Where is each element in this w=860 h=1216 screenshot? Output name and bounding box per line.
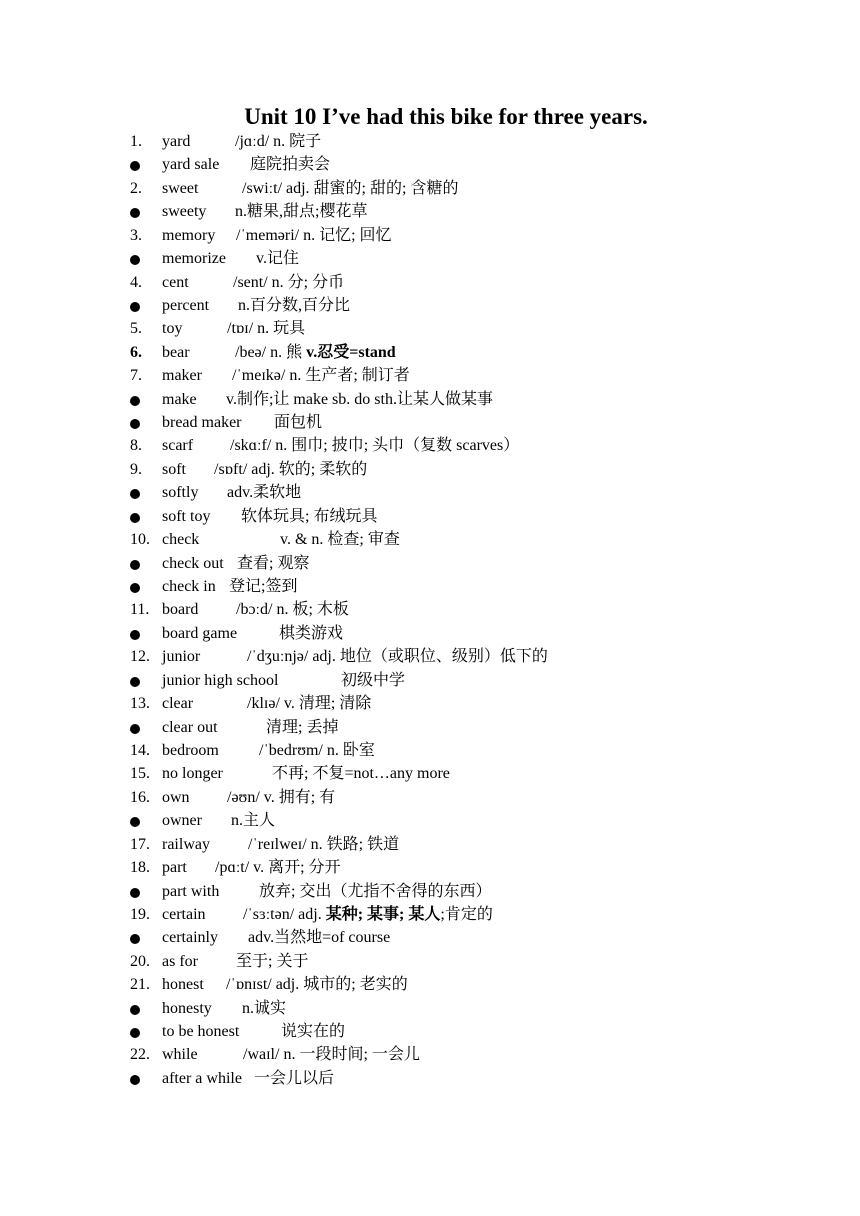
item-number: 22. [130, 1046, 150, 1064]
vocab-definition: /ˈɒnɪst/ adj. 城市的; 老实的 [226, 976, 408, 994]
vocab-row [0, 528, 860, 551]
vocab-definition: /əʊn/ v. 拥有; 有 [227, 788, 336, 806]
item-number: 4. [130, 273, 142, 291]
emphasized-meaning: v.忍受=stand [306, 343, 396, 361]
vocab-definition: 查看; 观察 [237, 554, 310, 572]
vocab-word: while [162, 1046, 198, 1064]
bullet-icon [130, 1020, 140, 1043]
vocab-row [0, 177, 860, 200]
bullet-icon [130, 880, 140, 903]
item-number: 5. [130, 320, 142, 338]
item-number: 12. [130, 648, 150, 666]
vocab-row [0, 1020, 860, 1043]
vocab-word: bedroom [162, 741, 219, 759]
vocab-definition: 初级中学 [341, 671, 406, 689]
vocab-row [0, 552, 860, 575]
vocab-definition: n.主人 [231, 812, 276, 830]
vocab-row [0, 997, 860, 1020]
vocab-row [0, 739, 860, 762]
vocab-definition: 至于; 关于 [236, 952, 309, 970]
bullet-icon [130, 481, 140, 504]
vocab-word: make [162, 390, 197, 408]
bullet-icon [130, 622, 140, 645]
vocab-row [0, 622, 860, 645]
bullet-icon [130, 247, 140, 270]
vocab-row [0, 317, 860, 340]
vocab-word: board [162, 601, 199, 619]
vocab-row [0, 1043, 860, 1066]
vocab-word: part [162, 859, 187, 877]
vocab-word: maker [162, 367, 202, 385]
vocab-word: scarf [162, 437, 194, 455]
vocab-word: honesty [162, 999, 212, 1017]
vocab-definition: /ˈdʒuːnjə/ adj. 地位（或职位、级别）低下的 [247, 648, 548, 666]
vocab-word: sweet [162, 179, 199, 197]
vocab-definition: /swiːt/ adj. 甜蜜的; 甜的; 含糖的 [242, 179, 459, 197]
item-number: 20. [130, 952, 150, 970]
vocab-definition: /skɑːf/ n. 围巾; 披巾; 头巾（复数 scarves） [230, 437, 520, 455]
vocab-row [0, 856, 860, 879]
vocab-row [0, 341, 860, 364]
vocab-definition: 登记;签到 [229, 578, 298, 596]
vocab-row [0, 247, 860, 270]
vocab-word: junior high school [162, 671, 279, 689]
vocab-definition: /tɒɪ/ n. 玩具 [227, 320, 306, 338]
vocab-word: yard [162, 133, 191, 150]
vocab-word: yard sale [162, 156, 220, 174]
vocab-row [0, 224, 860, 247]
vocab-row [0, 153, 860, 176]
vocab-word: own [162, 788, 190, 806]
bullet-icon [130, 575, 140, 598]
item-number: 9. [130, 460, 142, 478]
vocab-row [0, 575, 860, 598]
item-number: 18. [130, 859, 150, 877]
vocab-definition: adv.当然地=of course [248, 929, 391, 947]
vocab-word: soft toy [162, 507, 211, 525]
vocab-definition: 面包机 [274, 414, 323, 432]
vocab-definition: /jɑːd/ n. 院子 [235, 133, 322, 150]
vocab-word: bread maker [162, 414, 242, 432]
bullet-icon [130, 294, 140, 317]
vocab-row [0, 481, 860, 504]
bullet-icon [130, 997, 140, 1020]
vocab-row [0, 716, 860, 739]
vocab-row [0, 973, 860, 996]
vocab-definition: v.制作;让 make sb. do sth.让某人做某事 [226, 390, 493, 408]
vocab-row [0, 880, 860, 903]
vocab-word: check out [162, 554, 224, 572]
vocab-definition: 一会儿以后 [254, 1069, 335, 1087]
item-number: 3. [130, 226, 142, 244]
vocab-definition: /ˈreɪlweɪ/ n. 铁路; 铁道 [248, 835, 400, 853]
vocabulary-list [0, 130, 860, 1090]
item-number: 2. [130, 179, 142, 197]
item-number: 19. [130, 905, 150, 923]
vocab-definition: 清理; 丢掉 [266, 718, 339, 736]
vocab-word: certainly [162, 929, 218, 947]
vocab-row [0, 294, 860, 317]
vocab-word: toy [162, 320, 183, 338]
vocab-row [0, 598, 860, 621]
vocab-row [0, 786, 860, 809]
vocab-row [0, 200, 860, 223]
vocab-row [0, 762, 860, 785]
vocab-word: no longer [162, 765, 223, 783]
vocab-word: memorize [162, 250, 226, 268]
vocab-definition: /beə/ n. 熊 v.忍受=stand [235, 343, 396, 361]
vocab-row [0, 926, 860, 949]
bullet-icon [130, 809, 140, 832]
vocab-row [0, 130, 860, 153]
vocab-word: clear [162, 695, 194, 713]
vocab-word: sweety [162, 203, 207, 221]
vocab-row [0, 669, 860, 692]
item-number: 6. [130, 343, 142, 361]
vocab-definition: /ˈmeməri/ n. 记忆; 回忆 [236, 226, 392, 244]
vocab-word: percent [162, 296, 210, 314]
vocab-word: softly [162, 484, 199, 502]
vocab-definition: v. & n. 检查; 审查 [280, 531, 400, 549]
bullet-icon [130, 1067, 140, 1090]
vocab-definition: /ˈbedrʊm/ n. 卧室 [259, 741, 375, 759]
bullet-icon [130, 552, 140, 575]
item-number: 8. [130, 437, 142, 455]
vocab-definition: /bɔːd/ n. 板; 木板 [236, 601, 349, 619]
vocab-definition: /waɪl/ n. 一段时间; 一会儿 [243, 1046, 420, 1064]
vocab-definition: 说实在的 [281, 1023, 346, 1041]
vocab-word: certain [162, 905, 206, 923]
vocab-word: check [162, 531, 200, 549]
vocab-definition: n.百分数,百分比 [238, 296, 351, 314]
vocab-word: check in [162, 578, 216, 596]
vocab-row [0, 903, 860, 926]
vocab-definition: 庭院拍卖会 [250, 156, 331, 174]
vocab-row [0, 1067, 860, 1090]
item-number: 14. [130, 741, 150, 759]
item-number: 13. [130, 695, 150, 713]
page-title: Unit 10 I’ve had this bike for three years. [244, 104, 648, 129]
vocab-definition: /klɪə/ v. 清理; 清除 [247, 695, 372, 713]
bullet-icon [130, 669, 140, 692]
bullet-icon [130, 153, 140, 176]
item-number: 17. [130, 835, 150, 853]
vocab-definition: v.记住 [256, 250, 299, 268]
vocab-row [0, 411, 860, 434]
vocab-definition: /sent/ n. 分; 分币 [233, 273, 345, 291]
vocab-row [0, 505, 860, 528]
item-number: 7. [130, 367, 142, 385]
emphasized-meaning: 某种; 某事; 某人 [325, 905, 441, 923]
vocab-word: junior [162, 648, 201, 666]
vocab-word: part with [162, 882, 220, 900]
vocab-definition: /sɒft/ adj. 软的; 柔软的 [214, 460, 368, 478]
item-number: 11. [130, 601, 150, 619]
vocab-row [0, 950, 860, 973]
item-number: 1. [130, 133, 142, 150]
vocab-definition: /ˈmeɪkə/ n. 生产者; 制订者 [232, 367, 410, 385]
vocab-row [0, 833, 860, 856]
vocab-word: bear [162, 343, 190, 361]
vocab-definition: /ˈsɜːtən/ adj. 某种; 某事; 某人;肯定的 [243, 905, 493, 923]
vocab-row [0, 809, 860, 832]
vocab-definition: n.诚实 [242, 999, 287, 1017]
bullet-icon [130, 200, 140, 223]
vocab-word: to be honest [162, 1023, 240, 1041]
vocab-word: railway [162, 835, 210, 853]
vocab-definition: 软体玩具; 布绒玩具 [241, 507, 378, 525]
bullet-icon [130, 716, 140, 739]
bullet-icon [130, 411, 140, 434]
vocab-word: as for [162, 952, 198, 970]
vocab-row [0, 271, 860, 294]
bullet-icon [130, 926, 140, 949]
item-number: 21. [130, 976, 150, 994]
vocab-row [0, 458, 860, 481]
vocab-word: honest [162, 976, 204, 994]
vocab-word: clear out [162, 718, 218, 736]
vocab-definition: adv.柔软地 [227, 484, 302, 502]
vocab-row [0, 692, 860, 715]
vocab-row [0, 645, 860, 668]
vocab-definition: 放弃; 交出（尤指不舍得的东西） [259, 882, 492, 900]
vocab-word: board game [162, 624, 238, 642]
bullet-icon [130, 505, 140, 528]
vocab-row [0, 388, 860, 411]
vocab-definition: 不再; 不复=not…any more [272, 765, 450, 783]
vocab-definition: 棋类游戏 [279, 624, 344, 642]
vocab-definition: /pɑːt/ v. 离开; 分开 [215, 859, 341, 877]
vocab-word: soft [162, 460, 186, 478]
vocab-word: cent [162, 273, 189, 291]
bullet-icon [130, 388, 140, 411]
vocab-word: memory [162, 226, 216, 244]
vocab-definition: n.糖果,甜点;樱花草 [235, 203, 368, 221]
item-number: 15. [130, 765, 150, 783]
vocab-word: owner [162, 812, 202, 830]
vocab-row [0, 434, 860, 457]
vocab-word: after a while [162, 1069, 242, 1087]
vocab-row [0, 364, 860, 387]
item-number: 16. [130, 788, 150, 806]
item-number: 10. [130, 531, 150, 549]
